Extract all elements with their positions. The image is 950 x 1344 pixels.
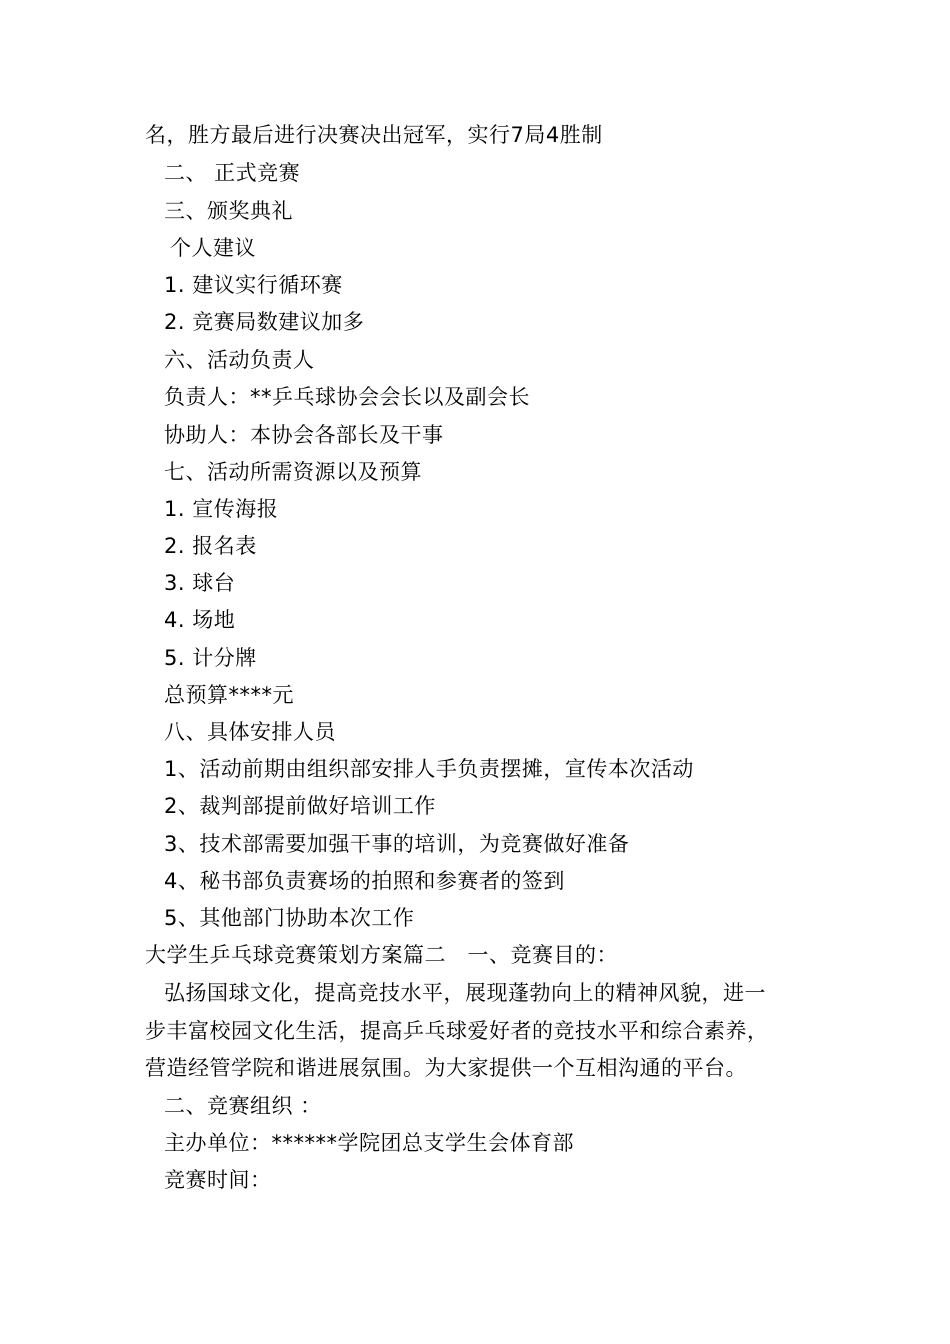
list-item: 5、其他部门协助本次工作: [164, 906, 415, 930]
list-item: 5. 计分牌: [164, 646, 257, 670]
section-heading: 六、活动负责人: [164, 348, 315, 372]
section-heading: 二、 正式竞赛: [164, 161, 301, 185]
paragraph-line: 步丰富校园文化生活，提高乒乓球爱好者的竞技水平和综合素养，: [145, 1019, 769, 1043]
text-line: 主办单位：******学院团总支学生会体育部: [164, 1131, 574, 1155]
list-item: 1. 宣传海报: [164, 497, 279, 521]
section-heading: 个人建议: [170, 236, 256, 260]
text-line: 总预算****元: [164, 683, 294, 707]
section-heading: 三、颁奖典礼: [164, 199, 293, 223]
paragraph-line: 弘扬国球文化，提高竞技水平，展现蓬勃向上的精神风貌，进一: [164, 981, 766, 1005]
section-heading: 八、具体安排人员: [164, 720, 336, 744]
list-item: 1、活动前期由组织部安排人手负责摆摊，宣传本次活动: [164, 757, 694, 781]
list-item: 2. 竞赛局数建议加多: [164, 310, 365, 334]
text-line: 名，胜方最后进行决赛决出冠军，实行7局4胜制: [145, 123, 603, 147]
list-item: 2. 报名表: [164, 534, 257, 558]
list-item: 3. 球台: [164, 571, 236, 595]
paragraph-line: 营造经管学院和谐进展氛围。为大家提供一个互相沟通的平台。: [145, 1056, 747, 1080]
text-line: 协助人：本协会各部长及干事: [164, 423, 444, 447]
section-heading: 二、竞赛组织 ：: [164, 1094, 322, 1118]
section-heading: 七、活动所需资源以及预算: [164, 460, 422, 484]
list-item: 3、技术部需要加强干事的培训，为竞赛做好准备: [164, 832, 630, 856]
text-line: 竞赛时间：: [164, 1168, 272, 1192]
section-title: 大学生乒乓球竞赛策划方案篇二 一、竞赛目的：: [145, 943, 618, 967]
list-item: 4. 场地: [164, 608, 236, 632]
list-item: 2、裁判部提前做好培训工作: [164, 794, 436, 818]
list-item: 4、秘书部负责赛场的拍照和参赛者的签到: [164, 869, 565, 893]
text-line: 负责人：**乒乓球协会会长以及副会长: [164, 385, 530, 409]
list-item: 1. 建议实行循环赛: [164, 273, 343, 297]
